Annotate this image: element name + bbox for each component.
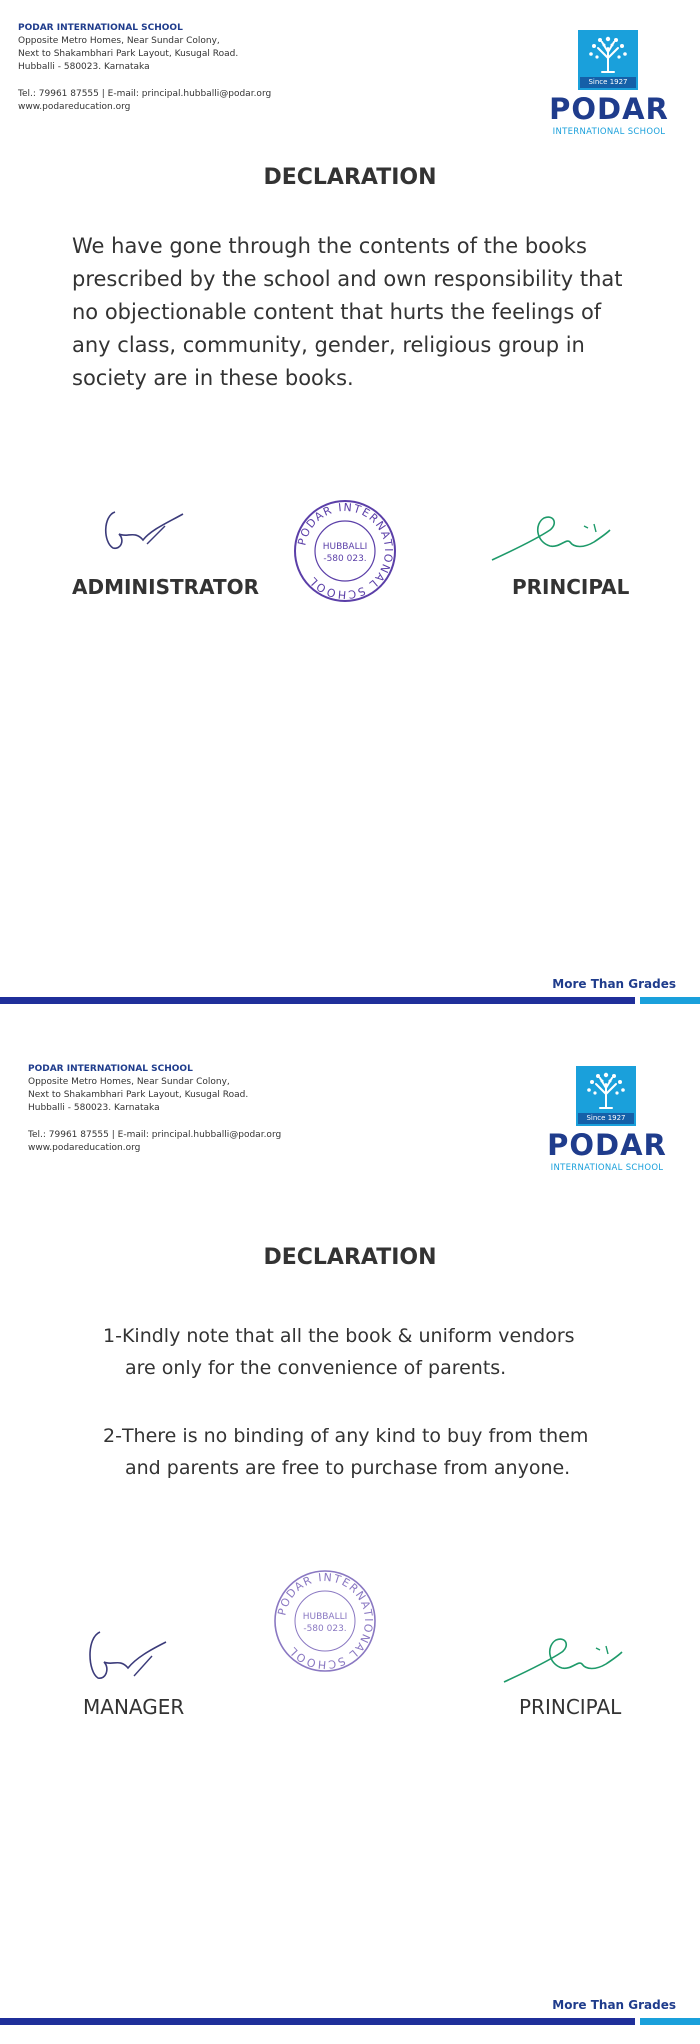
declaration-item-2 [103, 1420, 588, 1484]
school-stamp [270, 1566, 380, 1676]
since-badge: Since 1927 [578, 1113, 634, 1124]
footer-tagline: More Than Grades [552, 977, 676, 991]
brand-name: PODAR [549, 92, 669, 126]
page-title: DECLARATION [263, 1245, 437, 1270]
administrator-signature [95, 500, 195, 560]
school-address-block [28, 1063, 281, 1155]
item-line-1: Kindly note that all the book & uniform vendors [121, 1325, 575, 1347]
school-address-block [18, 22, 271, 114]
brand-subtitle: INTERNATIONAL SCHOOL [550, 1163, 664, 1173]
address-line-3: Hubballi - 580023. Karnataka [18, 62, 150, 72]
declaration-page-2 [0, 1040, 700, 2044]
signatory-right-label: PRINCIPAL [512, 575, 630, 599]
stamp-ring-text: PODAR INTERNATIONAL SCHOOL [275, 1570, 376, 1672]
declaration-page-1 [0, 0, 700, 1010]
address-line-2: Next to Shakambhari Park Layout, Kusugal Road. [18, 49, 239, 59]
address-line-1: Opposite Metro Homes, Near Sundar Colony, [18, 36, 220, 46]
footer-bar [0, 997, 700, 1004]
signatory-left-label: ADMINISTRATOR [72, 575, 260, 599]
stamp-ring-text: PODAR INTERNATIONAL SCHOOL [295, 500, 396, 602]
footer-bar [0, 2018, 700, 2025]
item-line-2: and parents are free to purchase from anyone. [125, 1457, 571, 1479]
footer-tagline: More Than Grades [552, 1998, 676, 2012]
brand-subtitle: INTERNATIONAL SCHOOL [552, 127, 666, 137]
podar-logo [532, 1066, 682, 1176]
principal-signature [500, 1630, 630, 1690]
manager-signature [80, 1620, 180, 1690]
school-name: PODAR INTERNATIONAL SCHOOL [18, 23, 183, 33]
address-line-2: Next to Shakambhari Park Layout, Kusugal Road. [28, 1090, 249, 1100]
item-number: 1- [103, 1325, 122, 1347]
item-number: 2- [103, 1425, 122, 1447]
principal-signature [488, 508, 618, 568]
website-line: www.podareducation.org [18, 102, 131, 112]
stamp-pincode: -580 023. [303, 1624, 347, 1634]
website-line: www.podareducation.org [28, 1143, 141, 1153]
brand-name: PODAR [547, 1128, 667, 1162]
page-title: DECLARATION [263, 165, 437, 190]
contact-line: Tel.: 79961 87555 | E-mail: principal.hubballi@podar.org [28, 1130, 282, 1140]
stamp-pincode: -580 023. [323, 554, 367, 564]
signatory-right-label: PRINCIPAL [519, 1695, 622, 1719]
since-badge: Since 1927 [580, 77, 636, 88]
declaration-text: We have gone through the contents of the books prescribed by the school and own responsibility that no objectionable content that hurts the feelings of any class, community, gender, religious group in society are in these books. [72, 234, 623, 390]
school-stamp [290, 496, 400, 606]
stamp-city: HUBBALLI [302, 1612, 348, 1622]
address-line-3: Hubballi - 580023. Karnataka [28, 1103, 160, 1113]
item-line-1: There is no binding of any kind to buy from them [121, 1425, 589, 1447]
signatory-left-label: MANAGER [83, 1695, 185, 1719]
contact-line: Tel.: 79961 87555 | E-mail: principal.hubballi@podar.org [18, 89, 272, 99]
item-line-2: are only for the convenience of parents. [125, 1357, 507, 1379]
address-line-1: Opposite Metro Homes, Near Sundar Colony, [28, 1077, 230, 1087]
declaration-item-1 [103, 1320, 575, 1384]
school-name: PODAR INTERNATIONAL SCHOOL [28, 1064, 193, 1074]
podar-logo [534, 30, 684, 140]
stamp-city: HUBBALLI [322, 542, 368, 552]
